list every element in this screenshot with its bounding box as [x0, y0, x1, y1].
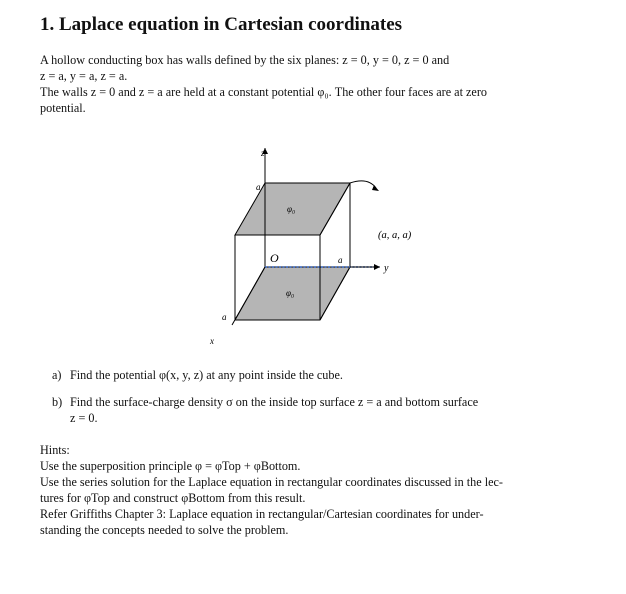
question-b-line-1: Find the surface-charge density σ on the inside top surface z = a and bottom surface — [70, 395, 479, 409]
question-b — [52, 394, 592, 410]
phi-bottom-label: φ₀ — [286, 288, 295, 298]
axis-y-label: y — [384, 263, 389, 274]
question-b-line-2: z = 0. — [70, 411, 98, 425]
question-b-label: b) — [52, 395, 63, 409]
hints-heading: Hints: — [40, 443, 70, 457]
hint-line-5: standing the concepts needed to solve the problem. — [40, 523, 289, 537]
cube-figure — [190, 130, 450, 355]
a-top-label: a — [256, 182, 261, 192]
hint-line-2: Use the series solution for the Laplace equation in rectangular coordinates discussed in the lec- — [40, 475, 503, 489]
intro-line-3: The walls z = 0 and z = a are held at a constant potential φ₀. The other four faces are at zero — [40, 85, 487, 99]
phi-top-label: φ₀ — [287, 204, 296, 214]
question-a-text: Find the potential φ(x, y, z) at any point inside the cube. — [70, 368, 343, 382]
axis-x-label: x — [210, 336, 214, 346]
intro-line-1: A hollow conducting box has walls defined by the six planes: z = 0, y = 0, z = 0 and — [40, 53, 450, 67]
question-b-cont — [70, 410, 610, 426]
problem-title: 1. Laplace equation in Cartesian coordinates — [40, 14, 403, 35]
intro-line-2: z = a, y = a, z = a. — [40, 69, 128, 83]
question-a-label: a) — [52, 368, 62, 382]
intro-line-4: potential. — [40, 101, 86, 115]
hint-line-1: Use the superposition principle φ = φTop + φBottom. — [40, 459, 301, 473]
a-bottom-label: a — [222, 312, 227, 322]
corner-pointer — [350, 181, 376, 188]
axis-z-label: z — [261, 148, 265, 158]
origin-label: O — [270, 251, 279, 265]
hint-line-3: tures for φTop and construct φBottom from this result. — [40, 491, 306, 505]
question-a — [52, 367, 592, 383]
hint-line-4: Refer Griffiths Chapter 3: Laplace equation in rectangular/Cartesian coordinates for under- — [40, 507, 484, 521]
corner-label: (a, a, a) — [378, 230, 412, 241]
a-right-label: a — [338, 255, 343, 265]
